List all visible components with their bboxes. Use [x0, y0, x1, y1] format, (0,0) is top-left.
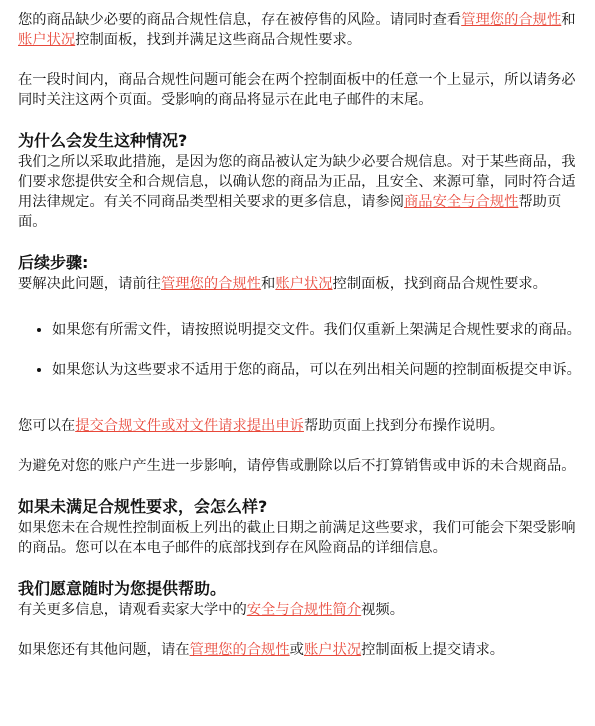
manage-compliance-link[interactable]: 管理您的合规性	[189, 642, 290, 658]
steps-list	[18, 320, 581, 380]
list-item: • 如果您有所需文件，请按照说明提交文件。我们仅重新上架满足合规性要求的商品。	[52, 320, 581, 340]
account-health-link[interactable]: 账户状况	[18, 32, 76, 48]
manage-compliance-link[interactable]: 管理您的合规性	[461, 12, 562, 28]
account-health-link[interactable]: 账户状况	[275, 276, 333, 292]
next-steps-heading: 后续步骤:	[18, 253, 89, 272]
next-steps-text: 控制面板，找到商品合规性要求。	[332, 276, 547, 292]
help-text: 视频。	[361, 602, 405, 618]
why-paragraph	[18, 152, 581, 232]
why-heading: 为什么会发生这种情况?	[18, 131, 188, 150]
dashboards-paragraph: 在一段时间内，商品合规性问题可能会在两个控制面板中的任意一个上显示，所以请务必同时关注这两个页面。受影响的商品将显示在此电子邮件的末尾。	[18, 72, 576, 108]
final-text: 如果您还有其他问题，请在	[18, 642, 190, 658]
unmet-paragraph: 如果您未在合规性控制面板上列出的截止日期之前满足这些要求，我们可能会下架受影响的商品。您可以在本电子邮件的底部找到存在风险商品的详细信息。	[18, 520, 576, 556]
unmet-heading: 如果未满足合规性要求，会怎么样?	[18, 497, 268, 516]
final-paragraph	[18, 640, 581, 660]
submit-paragraph	[18, 416, 581, 436]
intro-paragraph	[18, 10, 581, 50]
submit-text: 您可以在	[18, 418, 76, 434]
next-steps-paragraph	[18, 274, 581, 294]
help-heading: 我们愿意随时为您提供帮助。	[18, 579, 227, 598]
why-text: 帮助页面。	[18, 194, 562, 230]
final-text: 或	[289, 642, 304, 658]
help-text: 有关更多信息，请观看卖家大学中的	[18, 602, 247, 618]
submit-documents-link[interactable]: 提交合规文件或对文件请求提出申诉	[75, 418, 304, 434]
intro-text: 控制面板，找到并满足这些商品合规性要求。	[75, 32, 362, 48]
manage-compliance-link[interactable]: 管理您的合规性	[160, 276, 262, 292]
why-text: 我们之所以采取此措施，是因为您的商品被认定为缺少必要合规信息。对于某些商品，我们要求您提供安全和合规信息，以确认您的商品为正品，且安全、来源可靠，同时符合适用法律规定。有关不同商品类型相关要求的更多信息，请参阅	[18, 154, 576, 210]
account-health-link[interactable]: 账户状况	[303, 642, 362, 658]
help-paragraph	[18, 600, 581, 620]
final-text: 控制面板上提交请求。	[361, 642, 505, 658]
intro-text: 和	[561, 12, 576, 28]
safety-intro-link[interactable]: 安全与合规性简介	[246, 602, 362, 618]
submit-text: 帮助页面上找到分布操作说明。	[303, 418, 505, 434]
list-item: • 如果您认为这些要求不适用于您的商品，可以在列出相关问题的控制面板提交申诉。	[52, 360, 581, 380]
intro-text: 您的商品缺少必要的商品合规性信息，存在被停售的风险。请同时查看	[18, 12, 462, 28]
product-safety-link[interactable]: 商品安全与合规性	[404, 194, 519, 210]
next-steps-text: 和	[261, 276, 276, 292]
avoid-impact-paragraph: 为避免对您的账户产生进一步影响，请停售或删除以后不打算销售或申诉的未合规商品。	[18, 458, 576, 474]
next-steps-text: 要解决此问题，请前往	[18, 276, 161, 292]
